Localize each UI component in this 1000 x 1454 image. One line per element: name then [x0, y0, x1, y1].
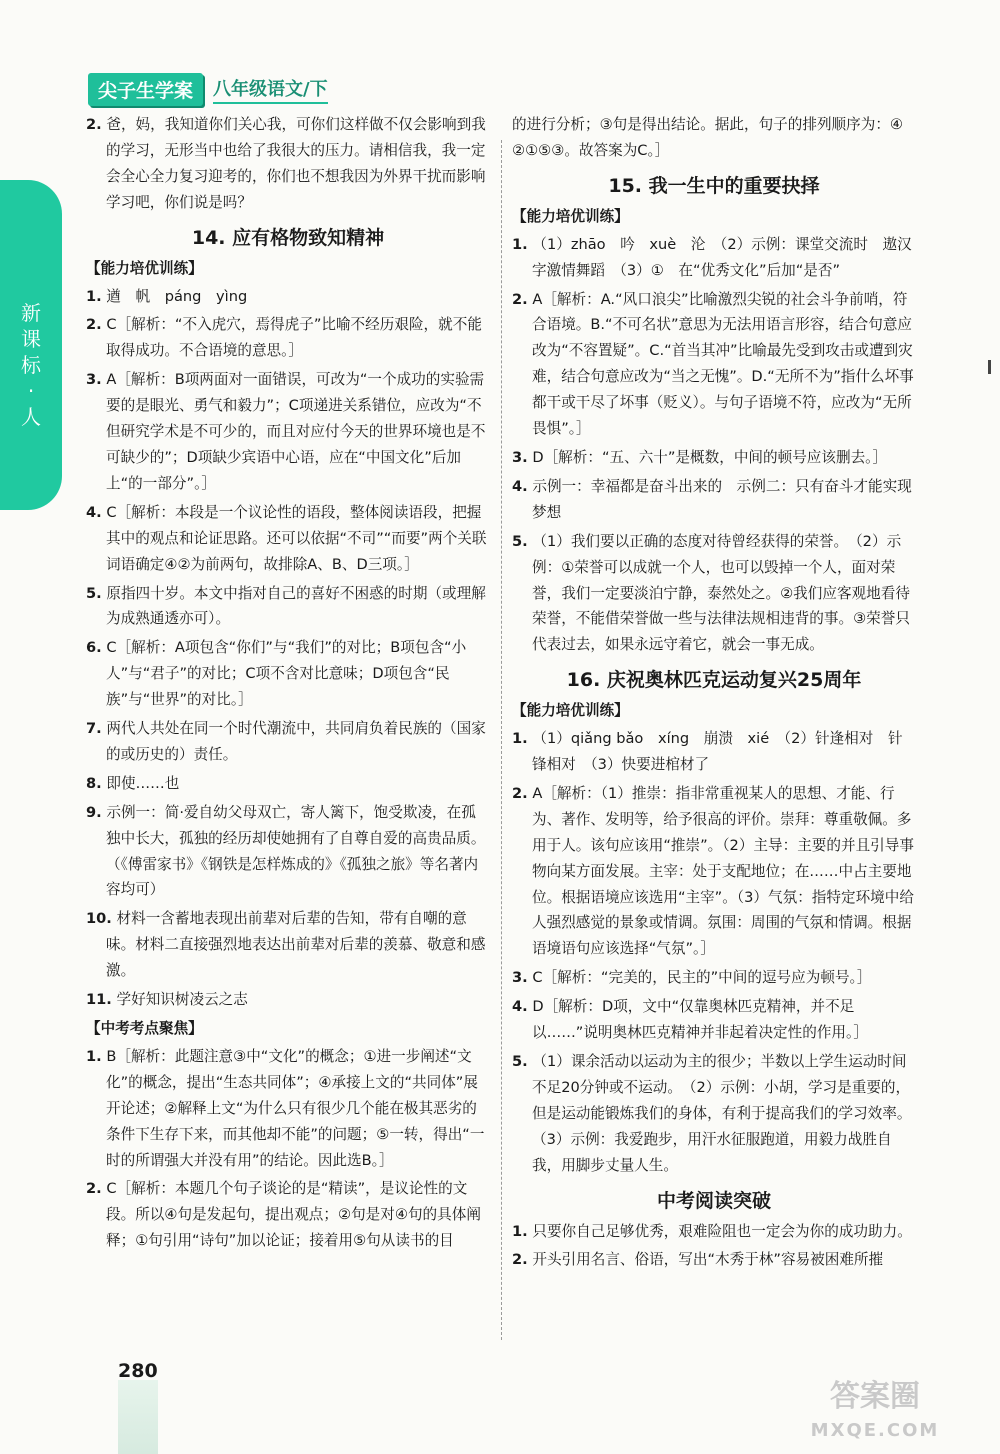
answer-item — [86, 312, 490, 364]
column-divider — [501, 140, 502, 1340]
answer-text: C［解析：“不入虎穴，焉得虎子”比喻不经历艰险，就不能取得成功。不合语境的意思。］ — [106, 316, 482, 360]
answer-text: B［解析：此题注意③中“文化”的概念；①进一步阐述“文化”的概念，提出“生态共同体”；④承接上文的“共同体”展开论述；②解释上文“为什么只有很少几个能在极其恶劣的条件下生存下来，而其他却不能”的问题；⑤一转，得出“一时的所谓强大并没有用”的结论。因此选B。］ — [106, 1047, 485, 1169]
answer-number: 5. — [512, 532, 528, 550]
answer-item — [86, 800, 490, 904]
section-15-items — [512, 232, 916, 659]
section-14-title: 14. 应有格物致知精神 — [191, 226, 385, 249]
answer-text: 原指四十岁。本文中指对自己的喜好不困惑的时期（或理解为成熟通透亦可）。 — [106, 584, 486, 628]
answer-item — [512, 726, 916, 778]
answer-item — [86, 581, 490, 633]
answer-number: 2. — [512, 1251, 528, 1269]
answer-item — [512, 1247, 916, 1273]
answer-text: （1）课余活动以运动为主的很少；半数以上学生运动时间不足20分钟或不运动。 （2）示例：小胡，学习是重要的，但是运动能锻炼我们的身体，有利于提高我们的学习效率。 （3）示例：我爱跑步，用汗水征服跑道，用毅力战胜自我，用脚步丈量人生。 — [532, 1053, 919, 1174]
brand-logo: 尖子生学案 — [88, 73, 203, 106]
answer-number: 1. — [86, 287, 102, 305]
answer-text: D［解析：“五、六十”是概数，中间的顿号应该删去。］ — [532, 448, 888, 466]
answer-number: 3. — [512, 448, 528, 466]
answer-text: （1）zhāo 吟 xuè 沦 （2）示例：课堂交流时 遨汉字激情舞蹈 （3）① 在“优秀文化”后加“是否” — [532, 235, 912, 279]
answer-item — [512, 994, 916, 1046]
answer-item — [86, 906, 490, 984]
answer-item — [86, 1044, 490, 1174]
answer-number: 10. — [86, 910, 112, 928]
answer-number: 2. — [86, 116, 102, 133]
section-14-items-2 — [86, 1044, 490, 1254]
answer-item — [512, 287, 916, 442]
answer-text: 示例一：简·爱自幼父母双亡，寄人篱下，饱受欺凌，在孤独中长大，孤独的经历却使她拥有了自尊自爱的高贵品质。（《傅雷家书》《钢铁是怎样炼成的》《孤独之旅》等名著内容均可） — [106, 803, 486, 899]
side-tab-text: 新课标·人 — [21, 301, 41, 429]
answer-number: 2. — [512, 290, 528, 308]
watermark-logo — [775, 1380, 975, 1450]
answer-number: 5. — [512, 1053, 528, 1070]
right-column — [512, 112, 919, 1276]
section-14-label: 【能力培优训练】 — [86, 259, 203, 277]
answer-text: 示例一：幸福都是奋斗出来的 示例二：只有奋斗才能实现梦想 — [532, 477, 912, 521]
section-14-items — [86, 284, 490, 1013]
answer-item — [512, 232, 916, 284]
continued-text: 的进行分析；③句是得出结论。据此，句子的排列顺序为：④②①⑤③。故答案为C。］ — [512, 116, 904, 159]
answer-text: 只要你自己足够优秀，艰难险阻也一定会为你的成功助力。 — [532, 1222, 912, 1240]
answer-item — [512, 1049, 919, 1179]
left-column — [86, 112, 490, 1257]
answer-text: A［解析：（1）推崇：指非常重视某人的思想、才能、行为、著作、发明等，给予很高的评价。崇拜：尊重敬佩。多用于人。该句应该用“推崇”。（2）主导：主要的并且引导事物向某方面发展。主宰：处于支配地位；在……中占主要地位。根据语境应该选用“主宰”。（3）气氛：指特定环境中给人强烈感觉的景象或情调。氛围：周围的气氛和情调。根据语境语句应该选择“气氛”。］ — [532, 784, 914, 958]
page-corner-decoration — [118, 1380, 158, 1454]
answer-text: 两代人共处在同一个时代潮流中，共同肩负着民族的（国家的或历史的）责任。 — [106, 720, 486, 763]
answer-item — [512, 781, 916, 962]
answer-number: 1. — [512, 1222, 528, 1240]
answer-text: C［解析：“完美的，民主的”中间的逗号应为顿号。］ — [532, 969, 872, 987]
answer-item — [512, 1219, 916, 1245]
answer-item — [512, 529, 916, 659]
answer-item — [86, 367, 490, 497]
answer-number: 2. — [512, 784, 528, 802]
section-16-items — [512, 726, 919, 1178]
answer-text: A［解析：B项两面对一面错误，可改为“一个成功的实验需要的是眼光、勇气和毅力”；C项递进关系错位，应改为“不但研究学术是不可少的，而且对应付今天的世界环境也是不可缺少的”；D项缺少宾语中心语，应在“中国文化”后加上“的一部分”。］ — [106, 371, 486, 492]
watermark-main: 答案圈 — [830, 1379, 920, 1414]
answer-item — [86, 284, 490, 310]
answer-number: 3. — [512, 969, 528, 987]
answer-number: 6. — [86, 639, 102, 657]
page-header — [88, 74, 328, 104]
answer-number: 3. — [86, 371, 102, 389]
reading-section-items — [512, 1219, 916, 1274]
answer-item — [512, 965, 916, 991]
answer-item — [86, 771, 490, 797]
answer-text: 遒 帆 páng yìng — [106, 287, 248, 305]
left-intro — [86, 112, 490, 216]
answer-text: 学好知识树凌云之志 — [116, 991, 248, 1009]
answer-text: 材料一含蓄地表现出前辈对后辈的告知，带有自嘲的意味。材料二直接强烈地表达出前辈对后辈的羡慕、敬意和感激。 — [106, 910, 486, 980]
answer-item — [512, 445, 916, 471]
answer-number: 2. — [86, 316, 102, 334]
answer-text: （1）qiǎng bǎo xíng 崩溃 xié （2）针逢相对 针锋相对 （3）快要进棺材了 — [532, 730, 903, 774]
answer-item — [86, 987, 490, 1013]
section-14-label-2: 【中考考点聚焦】 — [86, 1020, 203, 1037]
answer-text: C［解析：A项包含“你们”与“我们”的对比；B项包含“小人”与“君子”的对比；C项不含对比意味；D项包含“民族”与“世界”的对比。］ — [106, 639, 467, 709]
answer-number: 4. — [86, 503, 102, 521]
reading-section-title: 中考阅读突破 — [656, 1189, 771, 1212]
answer-number: 11. — [86, 991, 112, 1009]
grade-label: 八年级语文/下 — [213, 75, 328, 104]
answer-number: 2. — [86, 1180, 102, 1198]
answer-number: 1. — [86, 1047, 102, 1065]
answer-text: 即使……也 — [106, 774, 180, 792]
answer-number: 9. — [86, 803, 102, 821]
section-15-label: 【能力培优训练】 — [512, 207, 629, 225]
answer-number: 4. — [512, 998, 528, 1016]
answer-number: 1. — [512, 730, 528, 748]
section-15-title: 15. 我一生中的重要抉择 — [608, 174, 820, 197]
answer-item — [86, 716, 490, 768]
answer-number: 8. — [86, 774, 102, 792]
answer-item — [86, 500, 490, 578]
answer-item — [512, 474, 916, 526]
answer-text: C［解析：本段是一个议论性的语段，整体阅读语段，把握其中的观点和论证思路。还可以依据“不司”“而要”两个关联词语确定④②为前两句，故排除A、B、D三项。］ — [106, 503, 487, 573]
answer-number: 1. — [512, 235, 528, 253]
answer-item — [86, 112, 490, 216]
answer-text: A［解析：A.“风口浪尖”比喻激烈尖锐的社会斗争前哨，符合语境。B.“不可名状”意思为无法用语言形容，结合句意应改为“不容置疑”。C.“首当其冲”比喻最先受到攻击或遭到灾难，结合句意应改为“当之无愧”。D.“无所不为”指什么坏事都干或干尽了坏事（贬义）。与句子语境不符，应改为“无所畏惧”。］ — [532, 290, 914, 438]
page-edge-mark — [988, 360, 991, 374]
answer-text: D［解析：D项，文中“仅靠奥林匹克精神，并不足以……”说明奥林匹克精神并非起着决定性的作用。］ — [532, 998, 868, 1042]
answer-text: 开头引用名言、俗语，写出“木秀于林”容易被困难所摧 — [532, 1251, 884, 1269]
answer-item — [86, 1176, 490, 1254]
watermark-sub: MXQE.COM — [810, 1420, 940, 1441]
section-16-title: 16. 庆祝奥林匹克运动复兴25周年 — [566, 669, 862, 692]
answer-text: （1）我们要以正确的态度对待曾经获得的荣誉。 （2）示例：①荣誉可以成就一个人，也可以毁掉一个人，面对荣誉，我们一定要淡泊宁静，泰然处之。②我们应客观地看待荣誉，不能借荣誉做一些与法律法规相违背的事。③荣誉只代表过去，如果永远守着它，就会一事无成。 — [532, 532, 910, 654]
answer-item — [86, 635, 490, 713]
section-16-label: 【能力培优训练】 — [512, 702, 629, 720]
page-number: 280 — [118, 1360, 158, 1382]
answer-number: 5. — [86, 584, 102, 602]
answer-number: 4. — [512, 477, 528, 495]
answer-text: 爸，妈，我知道你们关心我，可你们这样做不仅会影响到我的学习，无形当中也给了我很大的压力。请相信我，我一定会全心全力复习迎考的，你们也不想我因为外界干扰而影响学习吧，你们说是吗？ — [106, 116, 486, 211]
answer-text: C［解析：本题几个句子谈论的是“精读”，是议论性的文段。所以④句是发起句，提出观点；②句是对④句的具体阐释；①句引用“诗句”加以论证；接着用⑤句从读书的目 — [106, 1180, 481, 1250]
answer-number: 7. — [86, 720, 102, 738]
